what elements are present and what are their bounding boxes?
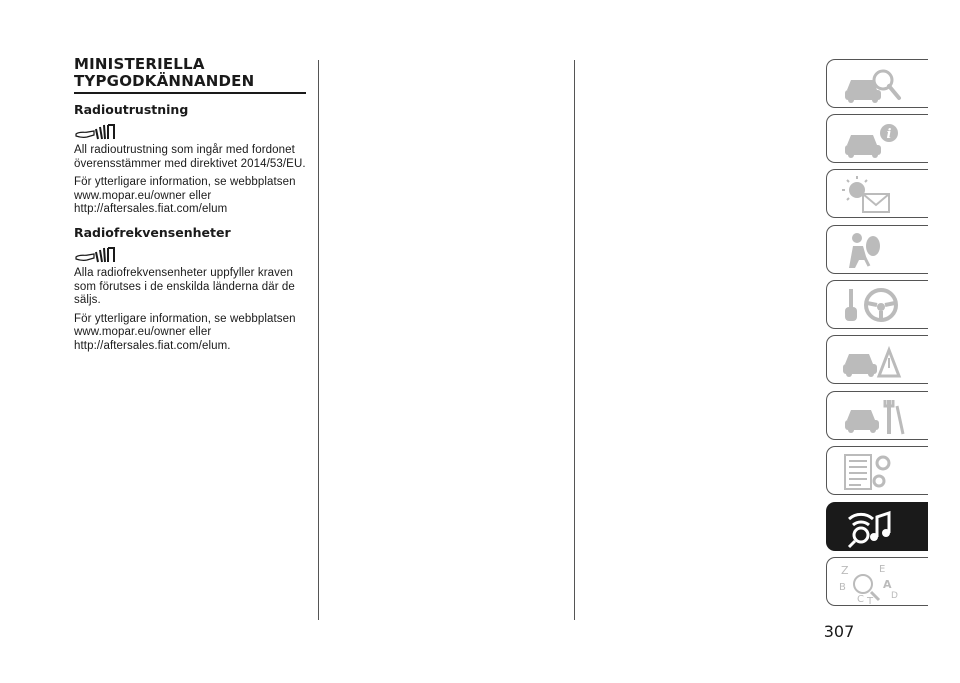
- section-title: MINISTERIELLA TYPGODKÄNNANDEN: [74, 56, 306, 94]
- chapter-tab-starting-driving[interactable]: [826, 280, 928, 329]
- chapter-tab-car-search[interactable]: [826, 59, 928, 108]
- key-steering-wheel-icon: [839, 285, 909, 327]
- chapter-tab-multimedia[interactable]: [826, 502, 928, 551]
- svg-text:D: D: [891, 591, 898, 601]
- chapter-tab-emergency[interactable]: [826, 335, 928, 384]
- main-column: [74, 56, 306, 359]
- hand-reading-book-icon: [74, 121, 118, 141]
- car-info-icon: [839, 119, 909, 161]
- car-wrench-icon: [839, 396, 909, 438]
- column-divider: [574, 60, 575, 620]
- chapter-tab-car-info[interactable]: [826, 114, 928, 163]
- warning-light-message-icon: [839, 174, 909, 216]
- chapter-tab-technical-data[interactable]: [826, 446, 928, 495]
- page-number: 307: [823, 622, 855, 641]
- svg-text:T: T: [867, 596, 874, 604]
- svg-text:E: E: [879, 564, 886, 575]
- subsection-heading-radio-frequency-devices: Radiofrekvensenheter: [74, 224, 231, 240]
- subsection-heading-radio-equipment: Radioutrustning: [74, 102, 189, 117]
- svg-text:i: i: [886, 127, 892, 142]
- paragraph: All radioutrustning som ingår med fordonet överensstämmer med direktivet 2014/53/EU.: [74, 144, 306, 170]
- hand-reading-book-icon: [74, 244, 118, 264]
- chapter-tab-warning-lights[interactable]: [826, 169, 928, 218]
- column-divider: [318, 60, 319, 620]
- alphabetical-index-search-icon: [839, 562, 909, 604]
- chapter-tab-index[interactable]: [826, 557, 928, 606]
- chapter-tab-service[interactable]: [826, 391, 928, 440]
- airbag-passenger-icon: [839, 230, 909, 272]
- spec-sheet-gear-icon: [839, 451, 909, 493]
- svg-text:C: C: [857, 594, 864, 604]
- paragraph: Alla radiofrekvensenheter uppfyller kraven som förutses i de enskilda länderna där de säljs.: [74, 266, 295, 307]
- svg-text:A: A: [883, 578, 892, 591]
- chapter-tab-safety[interactable]: [826, 225, 928, 274]
- svg-text:Z: Z: [841, 564, 849, 577]
- paragraph: För ytterligare information, se webbplatsen www.mopar.eu/owner eller http://aftersales.fiat.com/elum: [74, 176, 296, 216]
- svg-text:B: B: [839, 582, 846, 593]
- paragraph: För ytterligare information, se webbplatsen www.mopar.eu/owner eller http://aftersales.fiat.com/elum.: [74, 312, 296, 352]
- car-warning-triangle-icon: [839, 340, 909, 382]
- multimedia-signal-music-icon: [839, 507, 909, 549]
- car-search-icon: [839, 64, 909, 106]
